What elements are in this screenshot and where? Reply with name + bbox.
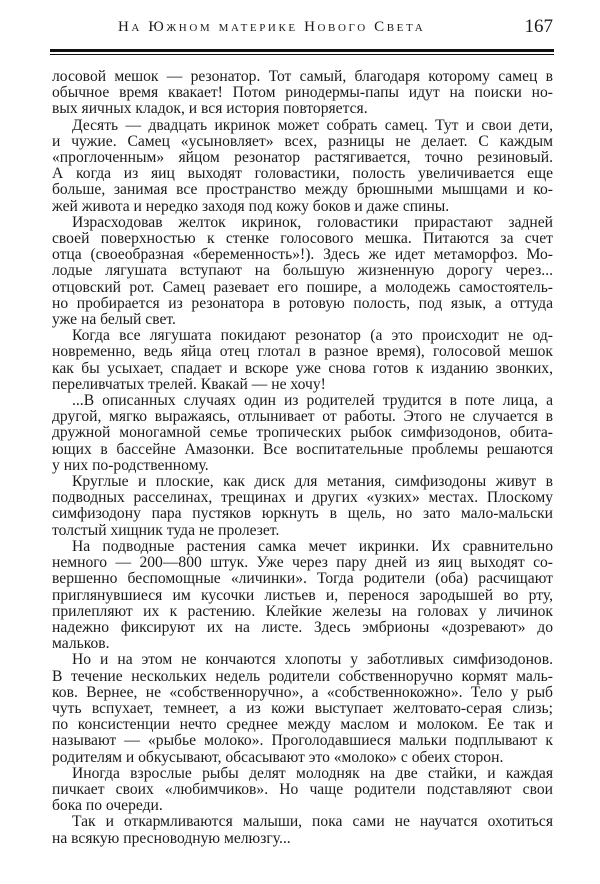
text-line: как бы усыхает, спадает и вскоре уже снова готов к изданию звонких, [52, 359, 553, 377]
text-line: пичкает своих «любимчиков». Но чаще родители подставляют свои [52, 780, 553, 798]
text-line: обычное время квакает! Потом ринодермы-папы идут на поиски но- [52, 84, 553, 102]
text-line: уже на белый свет. [52, 311, 176, 329]
text-line: вершенно беспомощные «личинки». Тогда родители (оба) расчищают [52, 570, 553, 588]
text-line: переливчатых трелей. Квакай — не хочу! [52, 375, 326, 393]
paragraph [52, 69, 553, 118]
paragraph [52, 766, 553, 815]
text-line: лодые лягушата вступают на большую жизненную дорогу через... [52, 262, 553, 280]
text-line: прилепляют их к растению. Клейкие железы на головах у личинок [52, 602, 553, 620]
text-line: родителям и обкусывают, обсасывают это «молоко» с обеих сторон. [52, 748, 504, 766]
text-line: дружной моногамной семье тропических рыбок симфизодонов, обита- [52, 424, 553, 442]
paragraph [52, 474, 553, 539]
text-line: бока по очереди. [52, 797, 163, 815]
page-number: 167 [524, 16, 553, 37]
text-line: отцовский рот. Самец разевает его пошире, а молодежь самостоятель- [52, 278, 553, 296]
paragraph [52, 215, 553, 328]
text-line: ющих в бассейне Амазонки. Все воспитательные проблемы решаются [52, 440, 553, 458]
header-rule-thin [50, 54, 554, 55]
text-line: толстый хищник туда не пролезет. [52, 521, 280, 539]
text-line: Но и на этом не кончаются хлопоты у заботливых симфизодонов. [72, 651, 553, 669]
text-line: симфизодону пара пустяков юркнуть в щель, но зато мало-мальски [52, 505, 553, 523]
text-line: немного — 200—800 штук. Уже через пару дней из яиц выходят со- [52, 554, 553, 572]
running-title: На Южном материке Нового Света [118, 19, 426, 35]
text-line: мальков. [52, 635, 110, 653]
text-line: Израсходовав желток икринок, головастики прирастают задней [72, 213, 553, 231]
paragraph [52, 814, 553, 846]
paragraph [52, 652, 553, 765]
paragraph [52, 393, 553, 474]
text-line: лосовой мешок — резонатор. Тот самый, благодаря которому самец в [52, 68, 553, 85]
text-line: своей поверхностью к стенке голосового мешка. Питаются за счет [52, 230, 553, 248]
text-line: отца (своеобразная «беременность»!). Здесь же идет метаморфоз. Мо- [52, 246, 553, 264]
text-line: и чужие. Самец «усыновляет» всех, разницы не делает. С каждым [52, 132, 553, 150]
text-line: новременно, ведь яйца отец глотал в разное время), голосовой мешок [52, 343, 553, 361]
text-line: В течение нескольких недель родители собственноручно кормят маль- [52, 667, 553, 685]
text-line: Круглые и плоские, как диск для метания, симфизодоны живут в [72, 473, 553, 491]
text-line: по консистенции нечто среднее между маслом и молоком. Ее так и [52, 716, 553, 734]
text-line: называют — «рыбье молоко». Проголодавшиеся мальки подплывают к [52, 732, 553, 750]
text-line: А когда из яиц выходят головастики, полость увеличивается еще [52, 165, 553, 183]
text-line: ков. Вернее, не «собственноручно», а «собственнокожно». Тело у рыб [52, 683, 553, 701]
text-line: Десять — двадцать икринок может собрать самец. Тут и свои дети, [72, 116, 553, 134]
paragraph [52, 328, 553, 393]
text-line: «проглоченным» яйцом резонатор растягивается, точно резиновый. [52, 149, 553, 167]
body-text [52, 69, 553, 847]
text-line: подводных расселинах, трещинах и других «узких» местах. Плоскому [52, 489, 553, 507]
text-line: другой, мягко выражаясь, отлынивает от работы. Этого не случается в [52, 408, 553, 426]
text-line: жей живота и нередко заходя под кожу боков и даже спины. [52, 197, 450, 215]
text-line: Так и откармливаются малыши, пока сами не научатся охотиться [72, 813, 553, 831]
paragraph [52, 539, 553, 652]
paragraph [52, 118, 553, 215]
text-line: ...В описанных случаях один из родителей трудится в поте лица, а [72, 392, 553, 410]
text-line: На подводные растения самка мечет икринки. Их сравнительно [72, 537, 553, 555]
text-line: чуть вспухает, темнеет, а из кожи выступает желтовато-серая слизь; [52, 699, 553, 717]
text-line: на всякую пресноводную мелюзгу... [52, 829, 291, 847]
running-header [52, 17, 553, 39]
text-line: у них по-родственному. [52, 456, 209, 474]
text-line: Иногда взрослые рыбы делят молодняк на две стайки, и каждая [72, 764, 553, 782]
text-line: вых яичных кладок, и вся история повторяется. [52, 100, 368, 118]
text-line: приглянувшиеся им кусочки листьев и, перенося зародышей во рту, [52, 586, 553, 604]
header-rule-thick [50, 49, 554, 52]
text-line: Когда все лягушата покидают резонатор (а это происходит не од- [72, 327, 553, 345]
text-line: но пробирается из резонатора в ротовую полость, под язык, а оттуда [52, 294, 553, 312]
text-line: больше, занимая все пространство между брюшными мышцами и ко- [52, 181, 553, 199]
text-line: надежно фиксируют их на листе. Здесь эмбрионы «дозревают» до [52, 618, 553, 636]
